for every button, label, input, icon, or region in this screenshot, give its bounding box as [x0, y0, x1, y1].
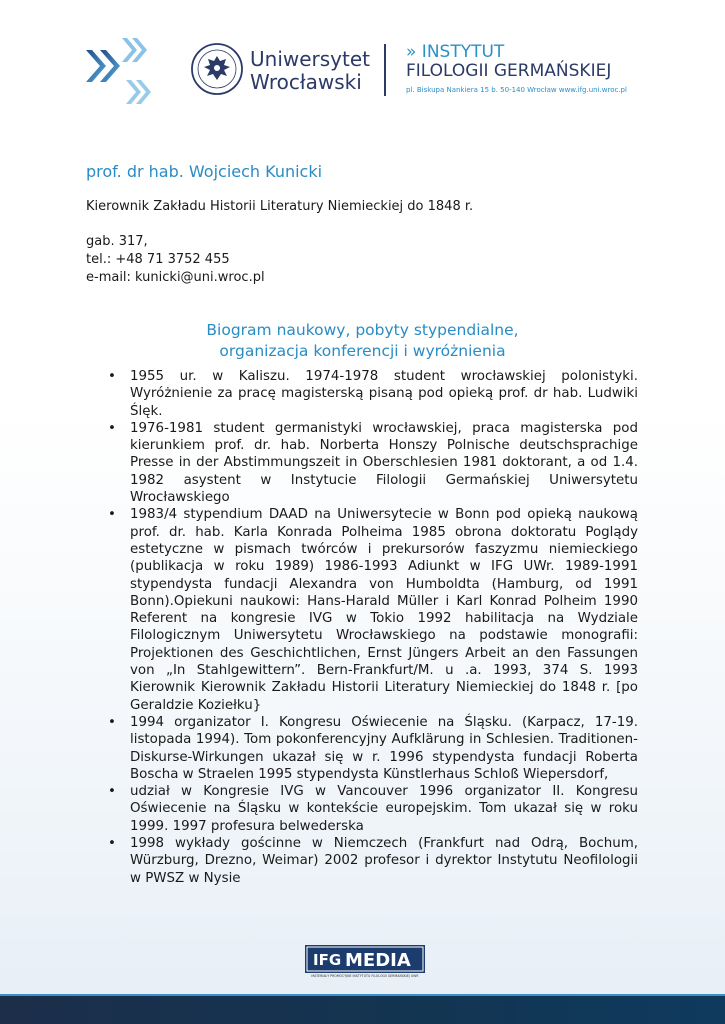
bullet-icon: •	[108, 784, 116, 800]
contact-block	[86, 233, 265, 287]
bio-item-text: 1983/4 stypendium DAAD na Uniwersytecie w Bonn pod opieką naukową prof. dr. hab. Karla Konrada Polheima 1985 obrona doktoratu Poglądy estetyczne w pismach twórców i prekursorów faszyzmu niemieckiego (publikacja w roku 1989) 1986-1993 Adiunkt w IFG UWr. 1989-1991 stypendysta fundacji Alexandra von Humboldta (Hamburg, od 1991 Bonn).Opiekuni naukowi: Hans-Harald Müller i Karl Konrad Polheim 1990 Referent na kongresie IVG w Tokio 1992 habilitacja na Wydziale Filologicznym Uniwersytetu Wrocławskiego na podstawie monografii: Projektionen des Geschichtlichen, Ernst Jüngers Arbeit an den Fassungen von „In Stahlgewittern”. Bern-Frankfurt/M. u .a. 1993, 374 S. 1993 Kierownik Kierownik Zakładu Historii Literatury Niemieckiej do 1848 r. [po Geraldzie Koziełku}	[130, 507, 638, 713]
ifg-media-logo-right: MEDIA	[345, 950, 411, 971]
bio-item-text: udział w Kongresie IVG w Vancouver 1996 organizator II. Kongresu Oświecenie na Śląsku w kontekście europejskim. Tom ukazał się w roku 1999. 1997 profesura belwederska	[130, 784, 638, 834]
bio-item-text: 1994 organizator I. Kongresu Oświecenie na Śląsku. (Karpacz, 17-19. listopada 1994). Tom pokonferencyjny Aufklärung in Schlesien. Traditionen-Diskurse-Wirkungen ukazał się w r. 1996 stypendysta fundacji Roberta Boscha w Straelen 1995 stypendysta Künstlerhaus Schloß Wiepersdorf,	[130, 714, 638, 782]
bullet-icon: •	[108, 507, 116, 523]
bullet-icon: •	[108, 420, 116, 436]
institute-block	[406, 43, 627, 95]
bio-item	[108, 783, 638, 835]
bio-item-text: 1998 wykłady gościnne w Niemczech (Frankfurt nad Odrą, Bochum, Würzburg, Drezno, Weimar) 2002 profesor i dyrektor Instytutu Neofilologii w PWSZ w Nysie	[130, 836, 638, 886]
section-title	[86, 320, 639, 362]
university-logo	[190, 42, 244, 100]
university-eagle-seal-icon	[190, 42, 244, 96]
bullet-icon: •	[108, 369, 116, 384]
ifg-media-logo-left: IFG	[313, 951, 342, 969]
phone-number: tel.: +48 71 3752 455	[86, 252, 230, 267]
person-name: prof. dr hab. Wojciech Kunicki	[86, 162, 323, 181]
office-room: gab. 317,	[86, 234, 148, 249]
chevron-logo-icon	[82, 36, 162, 112]
university-name-line2: Wrocławski	[250, 70, 362, 94]
footer-bar	[0, 996, 725, 1024]
university-name	[250, 48, 370, 94]
header-divider	[384, 44, 386, 96]
institute-address: pl. Biskupa Nankiera 15 b. 50-140 Wrocław www.ifg.uni.wroc.pl	[406, 86, 627, 94]
bio-item-text: 1955 ur. w Kaliszu. 1974-1978 student wrocławskiej polonistyki. Wyróżnienie za pracę magisterską pisaną pod opieką prof. dr hab. Ludwiki Ślęk.	[130, 369, 638, 419]
section-title-line2: organizacja konferencji i wyróżnienia	[219, 342, 506, 360]
bio-item	[108, 506, 638, 714]
bio-item	[108, 714, 638, 783]
email-address[interactable]: e-mail: kunicki@uni.wroc.pl	[86, 270, 265, 285]
bio-item	[108, 835, 638, 887]
ifg-media-tagline: MATERIAŁY PROMOCYJNE INSTYTUTU FILOLOGII GERMAŃSKIEJ UWR	[311, 974, 419, 978]
bullet-icon: •	[108, 714, 116, 730]
bullet-icon: •	[108, 836, 116, 852]
university-name-line1: Uniwersytet	[250, 47, 370, 71]
bio-list	[108, 368, 638, 887]
section-title-line1: Biogram naukowy, pobyty stypendialne,	[206, 321, 519, 339]
bio-item	[108, 420, 638, 506]
person-role: Kierownik Zakładu Historii Literatury Niemieckiej do 1848 r.	[86, 199, 474, 214]
bio-item	[108, 368, 638, 420]
ifg-media-logo	[305, 945, 425, 973]
bio-item-text: 1976-1981 student germanistyki wrocławskiej, praca magisterska pod kierunkiem prof. dr. hab. Norberta Honszy Polnische deutschsprachige Presse in der Abstimmungszeit in Oberschlesien 1981 doktorant, a od 1.4. 1982 asystent w Instytucie Filologii Germańskiej Uniwersytetu Wrocławskiego	[130, 420, 638, 506]
institute-name-line1: » INSTYTUT	[406, 42, 505, 62]
institute-name-line2: FILOLOGII GERMAŃSKIEJ	[406, 61, 612, 81]
